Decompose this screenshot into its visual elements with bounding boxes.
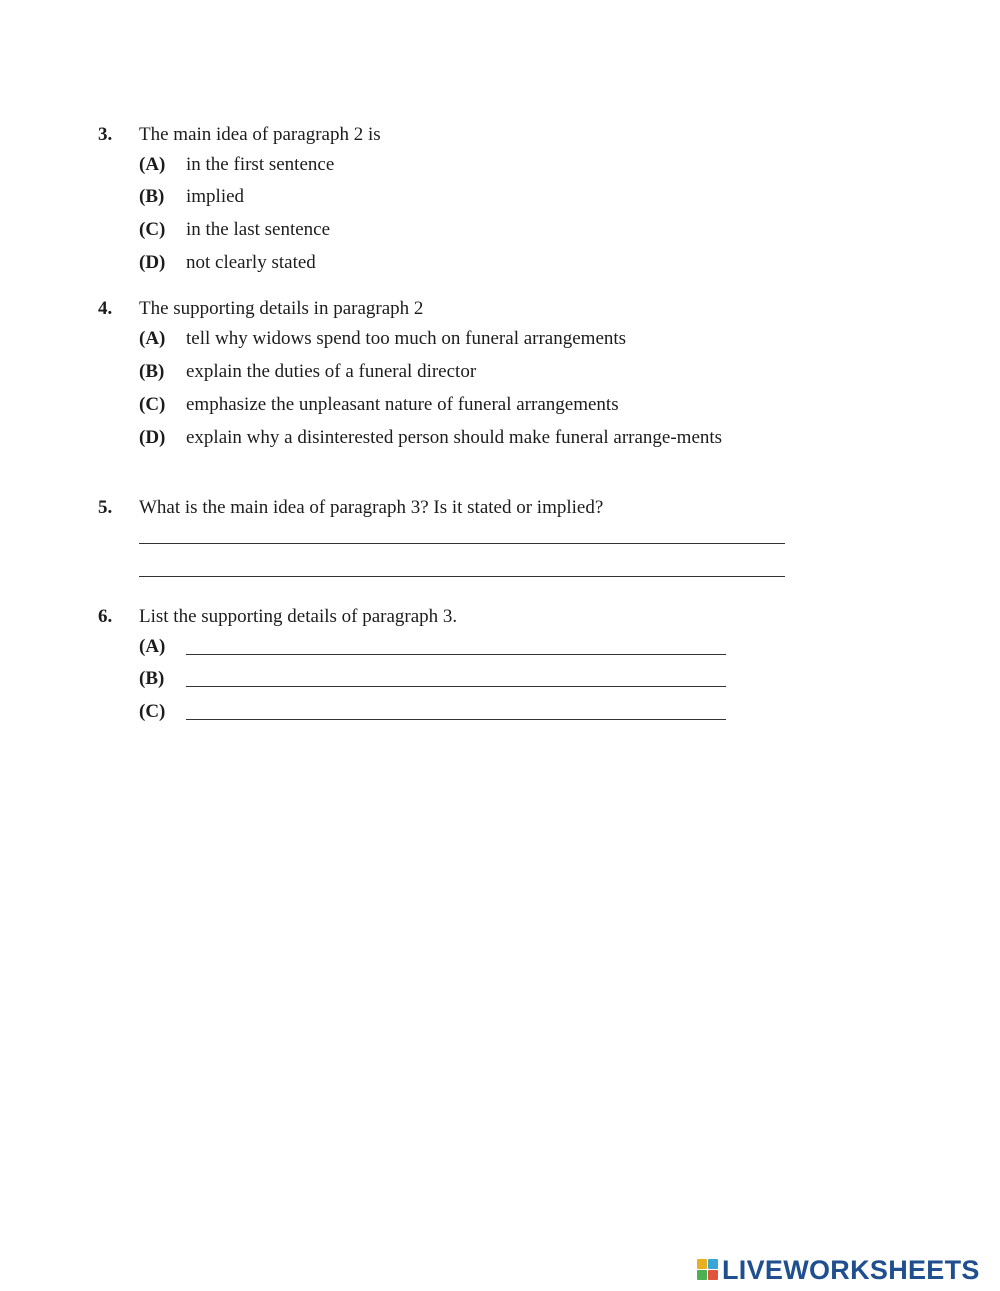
option-text: explain why a disinterested person should make funeral arrange-ments bbox=[186, 427, 723, 448]
option-text: in the first sentence bbox=[186, 154, 335, 175]
answer-line[interactable] bbox=[139, 576, 785, 577]
option-letter: (C) bbox=[139, 394, 166, 415]
answer-line[interactable] bbox=[186, 654, 726, 655]
question-text: The supporting details in paragraph 2 bbox=[139, 298, 424, 319]
question-text: List the supporting details of paragraph 3. bbox=[139, 606, 458, 627]
logo-block bbox=[708, 1259, 718, 1269]
answer-line[interactable] bbox=[186, 719, 726, 720]
answer-line[interactable] bbox=[139, 543, 785, 544]
option-letter: (C) bbox=[139, 219, 166, 240]
question-text: What is the main idea of paragraph 3? Is it stated or implied? bbox=[139, 497, 604, 518]
option-letter: (D) bbox=[139, 252, 166, 273]
logo-block bbox=[708, 1270, 718, 1280]
option-letter: (D) bbox=[139, 427, 166, 448]
logo-block bbox=[697, 1259, 707, 1269]
answer-line[interactable] bbox=[186, 686, 726, 687]
liveworksheets-logo bbox=[697, 1255, 980, 1285]
question-number: 6. bbox=[98, 606, 113, 627]
question-number: 3. bbox=[98, 124, 113, 145]
option-text: tell why widows spend too much on funeral arrangements bbox=[186, 328, 627, 349]
option-letter: (A) bbox=[139, 154, 166, 175]
logo-block bbox=[697, 1270, 707, 1280]
option-letter: (B) bbox=[139, 361, 165, 382]
logo-text: LIVEWORKSHEETS bbox=[722, 1255, 980, 1285]
question-number: 5. bbox=[98, 497, 113, 518]
logo-blocks-icon bbox=[697, 1259, 719, 1281]
option-text: in the last sentence bbox=[186, 219, 331, 240]
question-number: 4. bbox=[98, 298, 113, 319]
option-letter: (B) bbox=[139, 668, 165, 689]
option-text: explain the duties of a funeral director bbox=[186, 361, 477, 382]
option-letter: (B) bbox=[139, 186, 165, 207]
option-text: emphasize the unpleasant nature of funeral arrangements bbox=[186, 394, 619, 415]
question-text: The main idea of paragraph 2 is bbox=[139, 124, 381, 145]
option-letter: (A) bbox=[139, 636, 166, 657]
option-text: implied bbox=[186, 186, 245, 207]
option-letter: (C) bbox=[139, 701, 166, 722]
option-text: not clearly stated bbox=[186, 252, 316, 273]
option-letter: (A) bbox=[139, 328, 166, 349]
